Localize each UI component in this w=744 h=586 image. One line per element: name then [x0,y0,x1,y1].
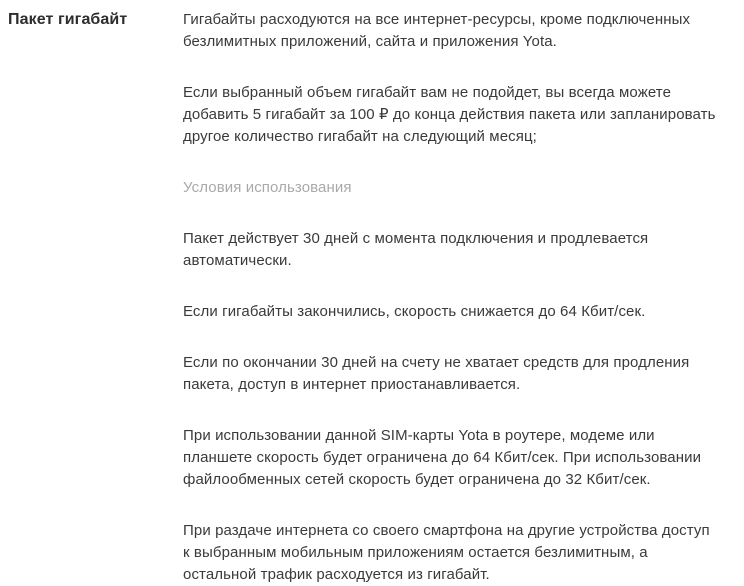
paragraph: При раздаче интернета со своего смартфона на другие устройства доступ к выбранным мобильным приложениям остается безлимитным, а остальной трафик расходуется из гигабайт. [183,522,710,583]
paragraph: При использовании данной SIM-карты Yota в роутере, модеме или планшете скорость будет ограничена до 64 Кбит/сек. При использовании файлообменных сетей скорость будет ограничена до 32 Кбит/сек. [183,427,702,488]
label-column [8,9,183,31]
content-column [183,9,718,586]
row-label: Пакет гигабайт [8,11,128,28]
paragraph: Гигабайты расходуются на все интернет-ресурсы, кроме подключенных безлимитных приложений, сайта и приложения Yota. [183,11,691,50]
paragraph: Пакет действует 30 дней с момента подключения и продлевается автоматически. [183,230,649,269]
paragraph: Если выбранный объем гигабайт вам не подойдет, вы всегда можете добавить 5 гигабайт за 100 ₽ до конца действия пакета или запланировать другое количество гигабайт на следующий месяц; [183,84,716,145]
paragraph: Если гигабайты закончились, скорость снижается до 64 Кбит/сек. [183,303,646,320]
subheading: Условия использования [183,179,352,196]
paragraph: Если по окончании 30 дней на счету не хватает средств для продления пакета, доступ в интернет приостанавливается. [183,354,690,393]
